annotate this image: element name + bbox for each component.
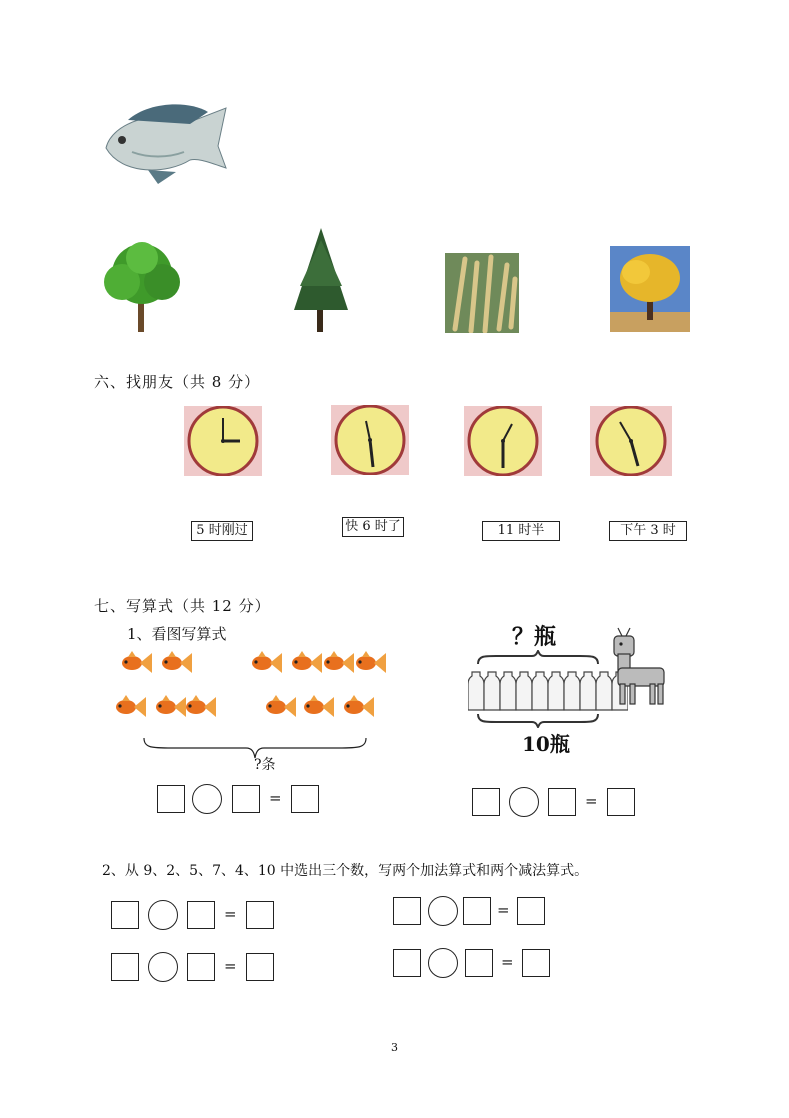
goldfish-icon <box>344 695 374 717</box>
goldfish-icon <box>162 651 192 673</box>
answer-box[interactable] <box>291 785 319 813</box>
bottle-total-label: 10瓶 <box>522 732 570 756</box>
answer-box[interactable] <box>111 901 139 929</box>
time-label-3: 11 时半 <box>482 521 560 541</box>
page-number: 3 <box>391 1041 398 1054</box>
answer-box[interactable] <box>187 953 215 981</box>
equals-sign: = <box>501 953 514 971</box>
goldfish-icon <box>324 651 354 673</box>
question-1-title: 1、看图写算式 <box>127 625 227 643</box>
answer-box[interactable] <box>232 785 260 813</box>
fish-picture <box>98 100 230 186</box>
autumn-tree-icon <box>610 246 690 332</box>
clock-3 <box>464 406 542 476</box>
bottle-icon <box>500 672 516 710</box>
goldfish-icon <box>304 695 334 717</box>
operator-circle[interactable] <box>428 896 458 926</box>
operator-circle[interactable] <box>148 900 178 930</box>
time-label-1: 5 时刚过 <box>191 521 253 541</box>
fish-question-label: ?条 <box>254 757 276 773</box>
equals-sign: = <box>269 789 282 807</box>
bottle-picture <box>452 620 670 754</box>
answer-box[interactable] <box>246 953 274 981</box>
goldfish-icon <box>252 651 282 673</box>
question-2-title: 2、从 9、2、5、7、4、10 中选出三个数，写两个加法算式和两个减法算式。 <box>102 863 589 879</box>
bottle-icon <box>484 672 500 710</box>
answer-box[interactable] <box>111 953 139 981</box>
answer-box[interactable] <box>463 897 491 925</box>
green-tree-icon <box>100 238 184 334</box>
section-7-title: 七、写算式（共 12 分） <box>94 597 271 615</box>
operator-circle[interactable] <box>148 952 178 982</box>
goldfish-icon <box>266 695 296 717</box>
operator-circle[interactable] <box>428 948 458 978</box>
operator-circle[interactable] <box>509 787 539 817</box>
green-tree-picture <box>100 238 184 334</box>
wheat-icon <box>445 253 519 333</box>
equals-sign: = <box>497 901 510 919</box>
answer-box[interactable] <box>187 901 215 929</box>
section-6-title: 六、找朋友（共 8 分） <box>94 373 261 391</box>
answer-box[interactable] <box>246 901 274 929</box>
answer-box[interactable] <box>157 785 185 813</box>
operator-circle[interactable] <box>192 784 222 814</box>
equals-sign: = <box>224 905 237 923</box>
goldfish-icon <box>116 695 146 717</box>
goldfish-group <box>108 645 388 725</box>
fish-icon <box>98 100 230 186</box>
answer-box[interactable] <box>548 788 576 816</box>
answer-box[interactable] <box>393 897 421 925</box>
answer-box[interactable] <box>465 949 493 977</box>
answer-box[interactable] <box>393 949 421 977</box>
equals-sign: = <box>224 957 237 975</box>
bottle-icon <box>468 672 484 710</box>
goldfish-icon <box>156 695 186 717</box>
answer-box[interactable] <box>472 788 500 816</box>
clock-icon <box>331 405 409 475</box>
goldfish-icon <box>122 651 152 673</box>
clock-4 <box>590 406 672 476</box>
wheat-picture <box>445 253 519 333</box>
bottle-icon <box>564 672 580 710</box>
pine-tree-icon <box>286 226 356 332</box>
pine-tree-picture <box>286 226 356 332</box>
goldfish-icon <box>292 651 322 673</box>
clock-2 <box>331 405 409 475</box>
time-label-2: 快 6 时了 <box>342 517 404 537</box>
time-label-4: 下午 3 时 <box>609 521 687 541</box>
goldfish-icon <box>186 695 216 717</box>
clock-icon <box>590 406 672 476</box>
bottle-icon <box>580 672 596 710</box>
bottle-question-label: ？瓶 <box>512 624 557 650</box>
clock-icon <box>464 406 542 476</box>
clock-icon <box>184 406 262 476</box>
deer-icon <box>608 624 670 706</box>
answer-box[interactable] <box>607 788 635 816</box>
clock-1 <box>184 406 262 476</box>
answer-box[interactable] <box>522 949 550 977</box>
bottle-icon <box>548 672 564 710</box>
goldfish-icon <box>356 651 386 673</box>
answer-box[interactable] <box>517 897 545 925</box>
equals-sign: = <box>585 792 598 810</box>
bottle-icon <box>532 672 548 710</box>
bottle-icon <box>516 672 532 710</box>
autumn-tree-picture <box>610 246 690 332</box>
